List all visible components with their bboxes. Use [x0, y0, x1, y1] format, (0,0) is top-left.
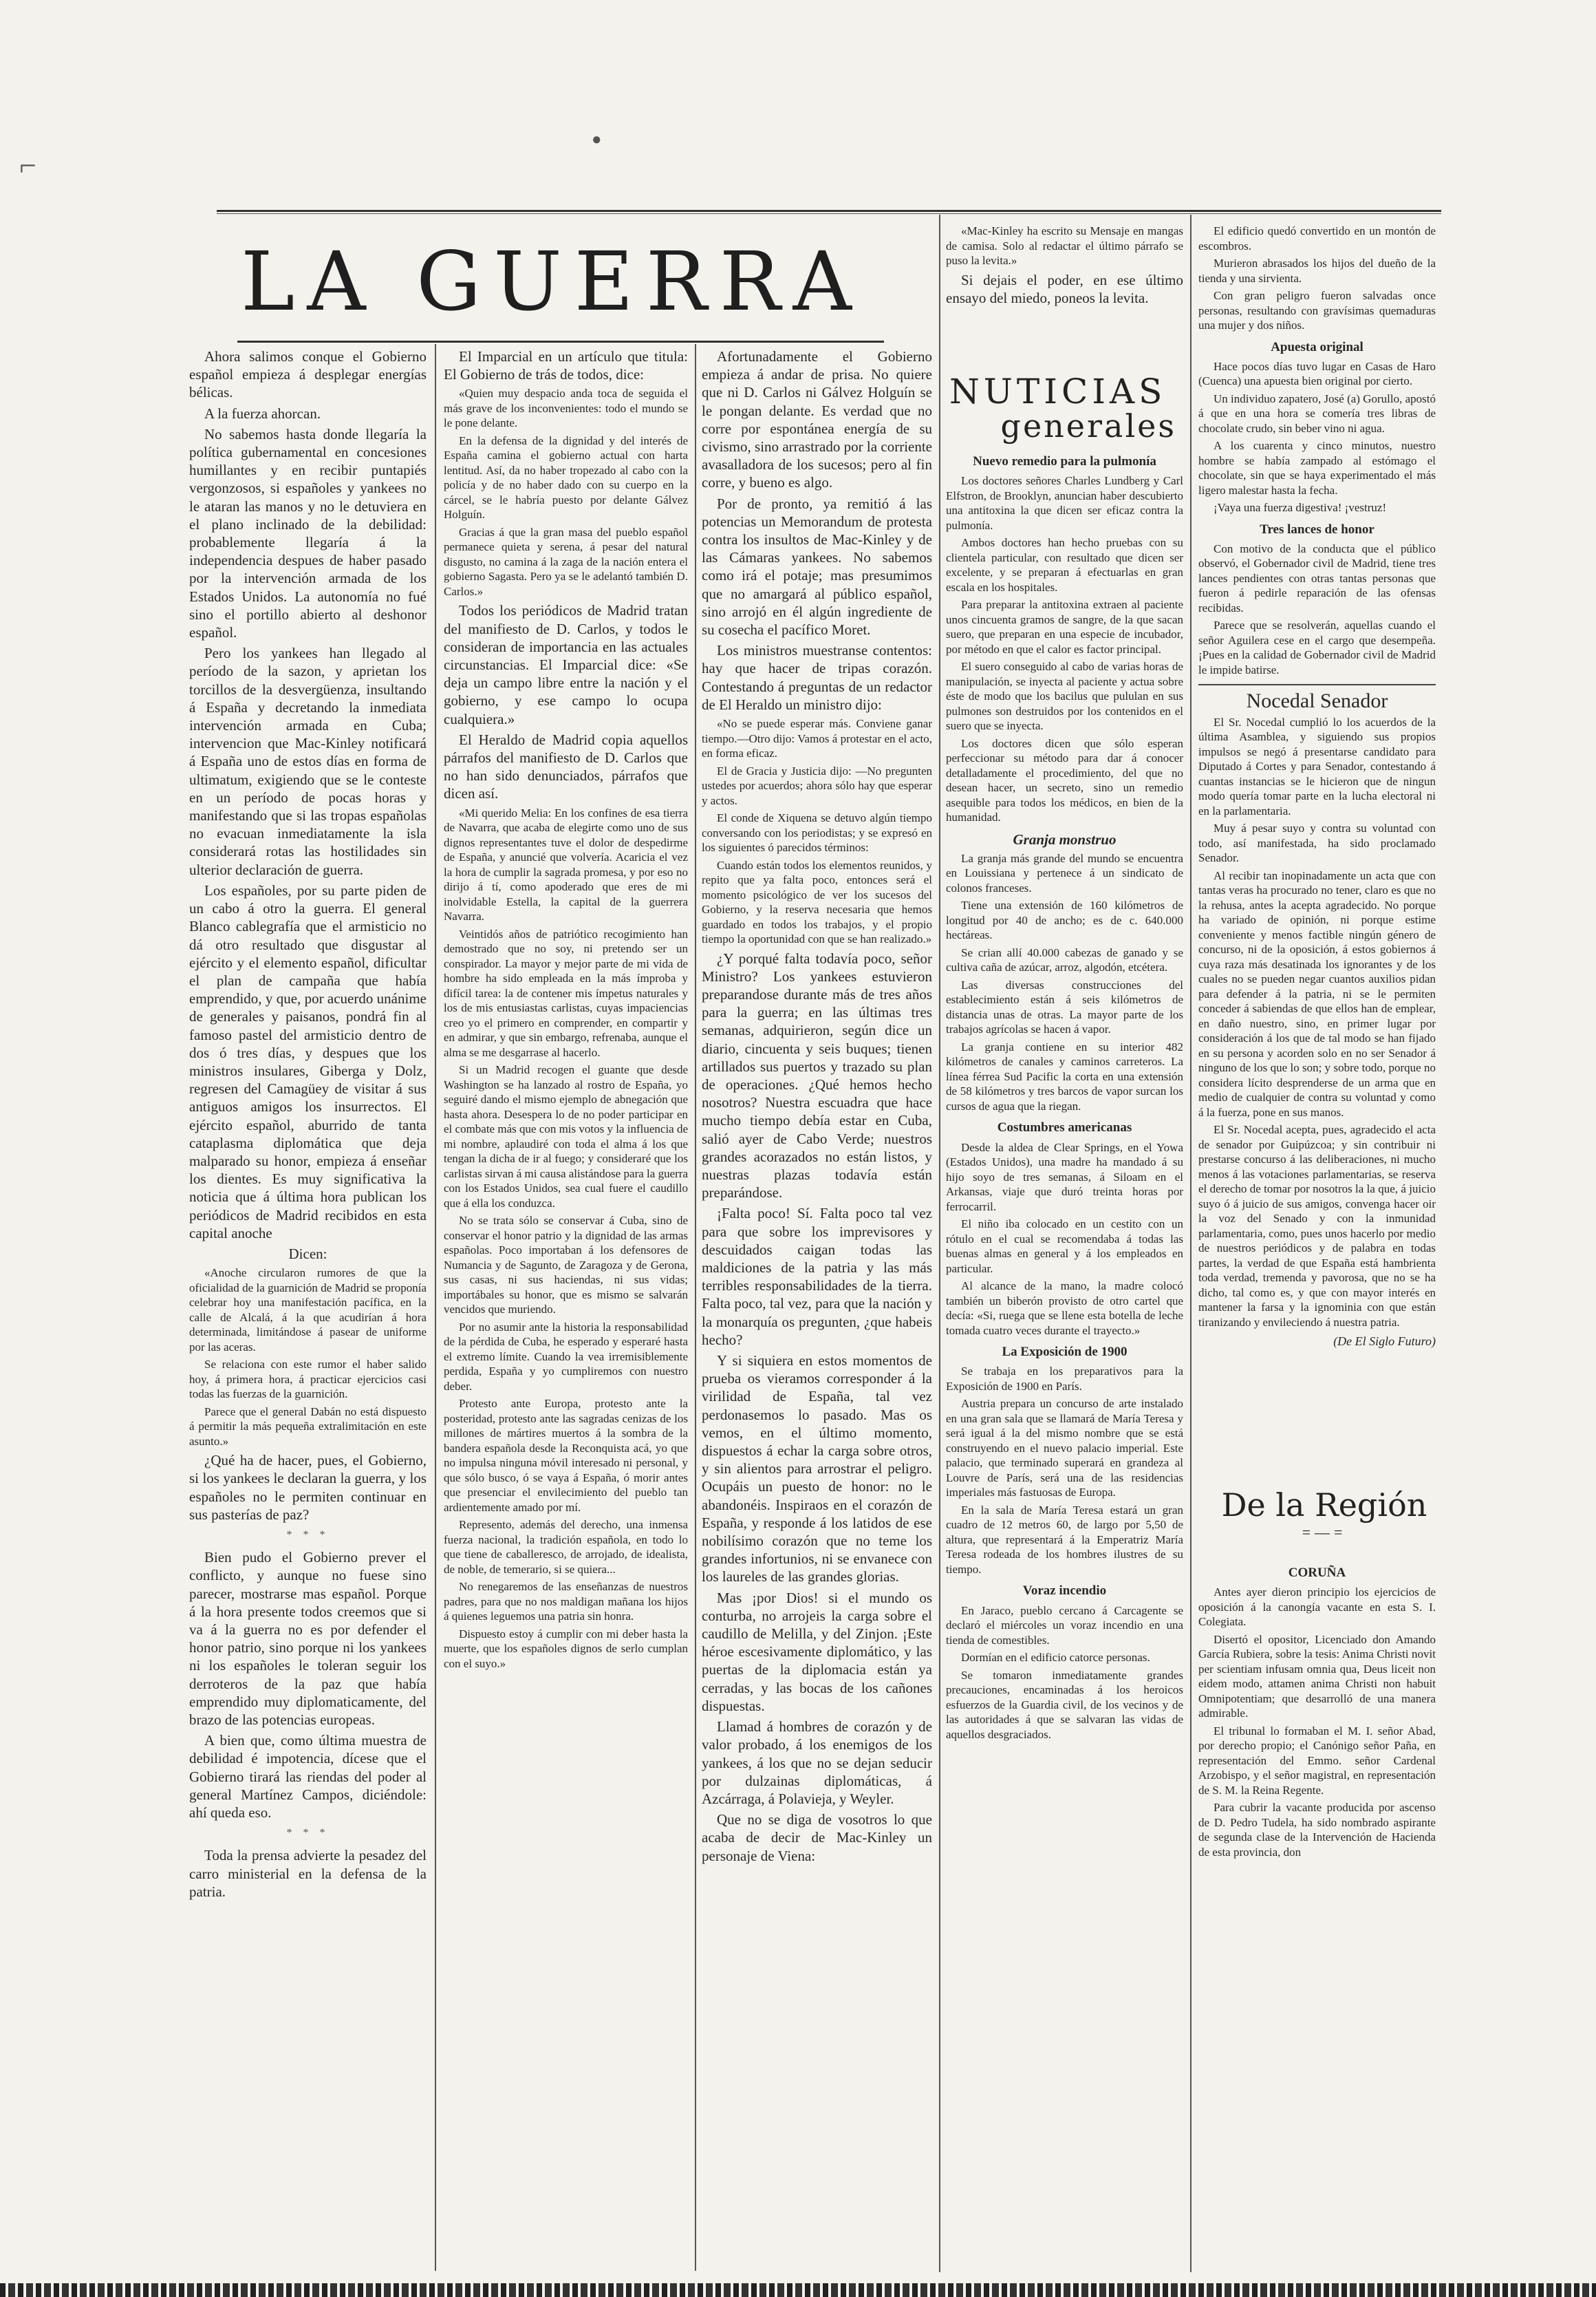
- article-paragraph: Llamad á hombres de corazón y de valor probado, á los enemigos de los yankees, á los que no se dejan seducir por dulzainas diplomáticas, á Azcárraga, á Polavieja, y Weyler.: [702, 1718, 932, 1807]
- scan-edge: [0, 2283, 1596, 2297]
- news-paragraph: Disertó el opositor, Licenciado don Amando García Rubiera, sobre la tesis: Anima Christi novit per scientiam infusam omnia qua, Deus liceit non eidem modo, attamen anima Christi non habuit Omnipotentiam; que desarrolló de una manera admirable.: [1198, 1632, 1436, 1720]
- news-paragraph: Antes ayer dieron principio los ejercicios de oposición á la canongía vacante en esta S. I. Colegiata.: [1198, 1585, 1436, 1629]
- article-paragraph: Ahora salimos conque el Gobierno español empieza á desplegar energías bélicas.: [189, 348, 427, 401]
- quote-paragraph: «Mi querido Melia: En los confines de esa tierra de Navarra, que acaba de elegirte como uno de sus dignos representantes tuve el dolor de despedirme de España, y anuncié que volvería. Acaricia el vez la hora de cumplir la sagrada promesa, y por eso no dirijo á tí, como apoderado que eres de mi inolvidable Estella, la capital de la guerrera Navarra.: [444, 806, 688, 923]
- quote-paragraph: Represento, además del derecho, una inmensa fuerza nacional, la tradición española, en todo lo que tiene de caballeresco, de arrojado, de idealista, de noble, de temerario, si se quiera...: [444, 1518, 688, 1576]
- column-rule: [939, 215, 940, 2272]
- news-paragraph: Parece que se resolverán, aquellas cuando el señor Aguilera cese en el cargo que desempeña. ¡Pues en la calidad de Gobernador civil de Madrid le impide batirse.: [1198, 619, 1436, 676]
- news-paragraph: Hace pocos días tuvo lugar en Casas de Haro (Cuenca) una apuesta bien original por cierto.: [1198, 359, 1436, 388]
- margin-mark: ⌐: [19, 149, 36, 182]
- article-paragraph: Si dejais el poder, en ese último ensayo del miedo, poneos la levita.: [946, 271, 1183, 306]
- news-paragraph: Tiene una extensión de 160 kilómetros de longitud por 40 de ancho; es de c. 640.000 hectáreas.: [946, 899, 1183, 942]
- news-paragraph: La granja más grande del mundo se encuentra en Louissiana y pertenece á un sindicato de colonos franceses.: [946, 851, 1183, 895]
- quote-paragraph: No se trata sólo se conservar á Cuba, sino de conservar el honor patrio y la dignidad de las armas españolas. Poco importaban á los defensores de Numancia y de Sagunto, de Zaragoza y de Gerona, sus casas, ni sus haciendas, ni sus vidas; importábales su honor, que es mismo se salvarán vencidos que muriendo.: [444, 1214, 688, 1316]
- news-paragraph: Se crian allí 40.000 cabezas de ganado y se cultiva caña de azúcar, arroz, algodón, etcétera.: [946, 945, 1183, 974]
- news-paragraph: Con motivo de la conducta que el público observó, el Gobernador civil de Madrid, tiene tres lances pendientes con otras tantas personas que fueron á pedirle reparación de las ofensas recibidas.: [1198, 542, 1436, 615]
- article-paragraph: A bien que, como última muestra de debilidad é impotencia, dícese que el Gobierno tirará las riendas del poder al general Martínez Campos, diciéndole: ahí queda eso.: [189, 1732, 427, 1821]
- news-paragraph: Los doctores señores Charles Lundberg y Carl Elfstron, de Brooklyn, anuncian haber descubierto una antitoxina la que dicen ser eficaz contra la pulmonía.: [946, 474, 1183, 532]
- news-paragraph: El tribunal lo formaban el M. I. señor Abad, por derecho propio; el Canónigo señor Paña, en representación del Emmo. señor Cardenal Arzobispo, y el señor magistral, en representación de S. M. la Reina Regente.: [1198, 1724, 1436, 1797]
- column-3: [702, 348, 932, 2274]
- article-paragraph: Los ministros muestranse contentos: hay que hacer de tripas corazón. Contestando á preguntas de un redactor de El Heraldo un ministro dijo:: [702, 642, 932, 713]
- news-paragraph: El edificio quedó convertido en un montón de escombros.: [1198, 224, 1436, 253]
- news-paragraph: El Sr. Nocedal acepta, pues, agradecido el acta de senador por Guipúzcoa; y sin contribuir ni prestarse concurso á las deliberaciones, ni mucho menos á las votaciones parlamentarias, se reserva el derecho de tomar por nosotros la la que, á juicio suyo ó á juicio de sus amigos, convenga hacer oir la voz del Senado y con la inmunidad parlamentaria, como, pues unos hacerlo por medio de nuestros periódicos y de palabra en todas partes, la verdad de que España está hambrienta toda verdad, tremenda y pavorosa, que no se ha dicho, tal como es, y que con mayor interés en mantener la farsa y la ignominia con que están tiranizando y envileciendo á nuestra patria.: [1198, 1123, 1436, 1329]
- news-paragraph: El suero conseguido al cabo de varias horas de manipulación, se inyecta al paciente y actua sobre éste de modo que los bacilus que pululan en sus pulmones son destruidos por los contenidos en el suero que se inyecta.: [946, 660, 1183, 733]
- news-paragraph: Al alcance de la mano, la madre colocó también un biberón provisto de otro cartel que decía: «Si, ruega que se llene esta botella de leche tomada cuatro veces durante el trayecto.»: [946, 1279, 1183, 1337]
- article-paragraph: Bien pudo el Gobierno prever el conflicto, y aunque no fuese sino parecer, mostrarse mas español. Porque á la hora presente todos creemos que si va á la guerra no es por defender el honor patrio, sino porque ni los yankees ni los españoles le toleran seguir los derroteros de la paz que había emprendido muy diplomaticamente, del brazo de las potencias europeas.: [189, 1549, 427, 1728]
- quote-paragraph: Dispuesto estoy á cumplir con mi deber hasta la muerte, que los españoles dignos de serlo cumplan con el suyo.»: [444, 1627, 688, 1670]
- article-paragraph: Y si siquiera en estos momentos de prueba os vieramos corresponder á la virilidad de España, tal vez perdonasemos lo pasado. Mas os vemos, en el último momento, dispuestos á echar la carga sobre otros, y sin alientos para arrostrar el peligro. Ocupáis un puesto de honor: no le abandonéis. Inspiraos en el corazón de España, y responde á los latidos de ese nobilísimo corazón que no teme los grandes infortunios, ni se envanece con los laureles de las grandes glorias.: [702, 1352, 932, 1585]
- article-paragraph: Todos los periódicos de Madrid tratan del manifiesto de D. Carlos, y todos le consideran de importancia en las actuales circunstancias. El Imparcial dice: «Se deja un campo libre entre la nación y el gobierno, y ese campo lo ocupa cualquiera.»: [444, 602, 688, 727]
- city-heading: CORUÑA: [1288, 1566, 1346, 1580]
- ink-dot: ●: [592, 131, 602, 149]
- section-rule: [1198, 684, 1436, 685]
- news-paragraph: Muy á pesar suyo y contra su voluntad con todo, así manifestada, ha sido proclamado Senador.: [1198, 822, 1436, 865]
- quote-paragraph: Gracias á que la gran masa del pueblo español permanece quieta y serena, á pesar del natural disgusto, no camina á la zaga de la nación entera el gobierno Sagasta. Pero ya se le adelantó también D. Carlos.»: [444, 525, 688, 598]
- article-paragraph: ¿Y porqué falta todavía poco, señor Ministro? Los yankees estuvieron preparandose durante más de tres años para la guerra; en las últimas tres semanas, adquirieron, según dice un diario, cincuenta y seis buques; tienen artillados sus puertos y trazado su plan de operaciones. ¿Qué hemos hecho nosotros? Nuestra escuadra que hace mucho tiempo debía estar en Cuba, salió ayer de Cabo Verde; nuestros grandes acorazados no están listos, y nuestras plazas todavía están preparándose.: [702, 950, 932, 1201]
- quote-paragraph: En la defensa de la dignidad y del interés de España camina el gobierno actual con harta lentitud. Así, da no haber tropezado al cabo con la policía y de no haber dado con su cuerpo en la cárcel, se le habría puesto por delante Gálvez Holguín.: [444, 434, 688, 522]
- column-rule: [1190, 215, 1191, 2272]
- news-paragraph: Dormían en el edificio catorce personas.: [961, 1651, 1150, 1665]
- article-paragraph: Dicen:: [288, 1245, 327, 1262]
- article-paragraph: Los españoles, por su parte piden de un cabo á otro la guerra. El general Blanco cablegrafía que el armisticio no dá otro resultado que disgustar al ejército y el elemento español, dificultar el plan de campaña que había emprendido, y que, por acuerdo unánime de generales y paisanos, pondrá fin al famoso pastel del armisticio dentro de dos ó tres días, y despues que los ministros insulares, Giberga y Dolz, regresen del Camagüey de visitar á sus antiguos amigos los insurrectos. El ejército español, aburrido de tanta cataplasma diplomática que deja malparado su honor, empieza á enseñar los dientes. Es muy significativa la noticia que á última hora publican los periódicos de Madrid recibidos en esta capital anoche: [189, 882, 427, 1241]
- news-paragraph: Desde la aldea de Clear Springs, en el Yowa (Estados Unidos), una madre ha mandado á su hijo soyo de tres semanas, á Siloam en el Arkansas, viaje que duró treinta horas por ferrocarril.: [946, 1140, 1183, 1213]
- quote-paragraph: «No se puede esperar más. Conviene ganar tiempo.—Otro dijo: Vamos á protestar en el acto, en forma eficaz.: [702, 717, 932, 760]
- source-attribution: (De El Siglo Futuro): [1333, 1334, 1436, 1349]
- quote-paragraph: El de Gracia y Justicia dijo: —No pregunten ustedes por acuerdos; ahora sólo hay que esperar y actos.: [702, 764, 932, 807]
- news-paragraph: Con gran peligro fueron salvadas once personas, resultando con gravísimas quemaduras una mujer y dos niños.: [1198, 289, 1436, 332]
- quote-paragraph: Cuando están todos los elementos reunidos, y repito que ya falta poco, entonces será el momento psicológico de ver los sucesos del Gobierno, y la reserva necesaria que hemos guardado en todos los trabajos, y el propio tiempo la oportunidad con que se han realizado.»: [702, 858, 932, 946]
- news-heading: Nuevo remedio para la pulmonía: [973, 454, 1156, 469]
- quote-paragraph: «Anoche circularon rumores de que la oficialidad de la guarnición de Madrid se proponía celebrar hoy una manifestación pacífica, en la calle de Alcalá, á la que acudirían á hora determinada, limitándose á pasear de uniforme por las aceras.: [189, 1266, 427, 1354]
- section-ornament: * * *: [286, 1827, 330, 1839]
- news-paragraph: En la sala de María Teresa estará un gran cuadro de 12 metros 60, de largo por 5,50 de altura, que representará á la Emperatriz María Teresa rodeada de los hombres ilustres de su tiempo.: [946, 1503, 1183, 1576]
- column-2: [444, 348, 688, 2274]
- quote-paragraph: No renegaremos de las enseñanzas de nuestros padres, para que no nos maldigan mañana los hijos á quienes leguemos una patria sin honra.: [444, 1580, 688, 1623]
- quote-paragraph: «Mac-Kinley ha escrito su Mensaje en mangas de camisa. Solo al redactar el último párrafo se puso la levita.»: [946, 224, 1183, 267]
- news-heading: Voraz incendio: [1022, 1583, 1107, 1599]
- region-title: De la Región: [1221, 1486, 1427, 1524]
- news-heading: Apuesta original: [1271, 339, 1363, 354]
- quote-paragraph: Veintidós años de patriótico recogimiento han demostrado que no soy, ni pretendo ser un conspirador. La mayor y mejor parte de mi vida de hombre ha sido empleada en la más ímproba y difícil tarea: la de contener mis ímpetus naturales y los de mis entusiastas carlistas, cuyas impaciencias creo yo el primero en comprender, en compartir y en admirar, y que sin embargo, refrenaba, aunque el alma se me desgarrase al hacerlo.: [444, 927, 688, 1059]
- news-heading: Granja monstruo: [1013, 831, 1117, 848]
- top-rule: [217, 210, 1441, 214]
- column-5: [1198, 224, 1436, 1476]
- column-5-bottom: [1198, 1559, 1436, 2274]
- news-paragraph: Al recibir tan inopinadamente un acta que con tantas veras ha procurado no tener, claro es que no la rehusa, antes la acepta agradecido. No porque ha variado de opinión, ni porque estime conveniente y menos factible ningún género de concurso, ni de la oposición, á estos gobiernos á cuya raza más desatinada los ignorantes y de los cuales no se pueden negar cuantos auxilios pidan para defender á la patria, ni se le permiten conceder á sabiendas de que ellos han de emplear, en daño nuestro, sino, en primer lugar por consideración á los que de tal modo se han fijado en su persona y acorden solo en no ser Senador á ninguno de los que lo son; y sobre todo, porque no considera lícito desprenderse de un arma que en medio de cualquier de contra su voluntad y como á la fuerza, pone en sus manos.: [1198, 868, 1436, 1119]
- quote-paragraph: Si un Madrid recogen el guante que desde Washington se ha lanzado al rostro de España, yo seguiré dando el mismo ejemplo de abnegación que hasta ahora. Desespera lo de no poder participar en el combate más que con mis votos y la influencia de mi nombre, aplaudiré con toda el alma á los que tengan la dicha de ir al fuego; y consideraré que los carlistas sirvan á mi causa alistándose para la guerra con los Estados Unidos, sea cual fuere el caudillo que á ella los conduzca.: [444, 1063, 688, 1210]
- article-paragraph: El Imparcial en un artículo que titula: El Gobierno de trás de todos, dice:: [444, 348, 688, 383]
- article-paragraph: Afortunadamente el Gobierno empieza á andar de prisa. No quiere que ni D. Carlos ni Gálvez Holguín se le pongan delante. Es verdad que no corre por espontánea energía de su civismo, sino arrastrado por la corriente avasalladora de los sucesos; pero al fin corre, y bueno es algo.: [702, 348, 932, 491]
- article-paragraph: Toda la prensa advierte la pesadez del carro ministerial en la defensa de la patria.: [189, 1847, 427, 1900]
- article-paragraph: Por de pronto, ya remitió á las potencias un Memorandum de protesta contra los insultos de Mac-Kinley y de las Cámaras yankees. No sabemos como irá el potaje; mas presumimos que no amargará al público español, sino arrojó en él algún ingrediente de su cosecha el pacífico Moret.: [702, 495, 932, 639]
- masthead-rule: [237, 341, 884, 343]
- news-paragraph: Austria prepara un concurso de arte instalado en una gran sala que se llamará de María Teresa y será igual á la del mismo nombre que se está construyendo en el nuevo palacio imperial. Este palacio, que terminado superará en grandeza al Louvre de París, será una de las residencias imperiales más fastuosas de Europa.: [946, 1397, 1183, 1499]
- section-ornament: * * *: [286, 1528, 330, 1541]
- news-paragraph: Se tomaron inmediatamente grandes precauciones, encaminadas á los heroicos esfuerzos de la Guardia civil, de los vecinos y de las autoridades á que se salvaran las vidas de aquellos desgraciados.: [946, 1668, 1183, 1741]
- news-paragraph: Para preparar la antitoxina extraen al paciente unos cincuenta gramos de sangre, de la que sacan suero, que preparan en una especie de incubador, por método en que el calor es factor principal.: [946, 598, 1183, 656]
- column-4-top: [946, 224, 1183, 361]
- news-paragraph: Los doctores dicen que sólo esperan perfeccionar su método para dar á conocer detalladamente el procedimiento, del que no desean hacer, un secreto, sino un remedio asequible para todos los médicos, en bien de la humanidad.: [946, 736, 1183, 824]
- column-4: [946, 447, 1183, 2271]
- quote-paragraph: Por no asumir ante la historia la responsabilidad de la pérdida de Cuba, he esperado y esperaré hasta el extremo límite. Cuando la vea irremisiblemente perdida, España y yo cumpliremos con nuestro deber.: [444, 1320, 688, 1393]
- news-paragraph: El niño iba colocado en un cestito con un rótulo en el cual se recomendaba á todas las buenas almas en general y á los empleados en particular.: [946, 1217, 1183, 1275]
- news-paragraph: Se trabaja en los preparativos para la Exposición de 1900 en París.: [946, 1365, 1183, 1393]
- quote-paragraph: «Quien muy despacio anda toca de seguida el más grave de los inconvenientes: todo el mundo se le pone delante.: [444, 387, 688, 430]
- article-paragraph: Pero los yankees han llegado al período de la sazon, y aprietan los torcillos de la desvergüenza, insultando á España y decretando la inmediata intervención armada en Cuba; intervencion que Mac-Kinley notificará á España uno de estos días en forma de ultimatum, exigiendo que se le conteste en un período de pocas horas y manifestando que si las tropas españolas no evacuan inmediatamente la isla considerará rotas las hostilidades sin ulterior declaración de guerra.: [189, 645, 427, 878]
- news-paragraph: A los cuarenta y cinco minutos, nuestro hombre se había zampado al estómago el chocolate, sin que se haya experimentado el más ligero malestar hasta la fecha.: [1198, 439, 1436, 497]
- quote-paragraph: Protesto ante Europa, protesto ante la posteridad, protesto ante las sagradas cenizas de los millones de mártires muertos á la sombra de la bandera española desde la Reconquista acá, yo que no impulsa ninguna móvil interesado ni personal, y que sólo busco, ó se vaya á España, ó morir antes que presenciar el envilecimiento del pueblo tan ardientemente amado por mí.: [444, 1397, 688, 1514]
- noticias-header: [949, 372, 1176, 445]
- article-paragraph: No sabemos hasta donde llegaría la política gubernamental en concesiones humillantes y en recibir puntapiés vergonzosos, si españoles y yankees no le ataran las manos y no le detuviera en el plano inclinado de la debilidad: probablemente llegaría á la independencia despues de haber pasado por la intervención armada de los Estados Unidos. La autonomía no fué sino el portillo abierto al deshonor español.: [189, 425, 427, 641]
- news-heading: Costumbres americanas: [997, 1120, 1132, 1135]
- article-paragraph: El Heraldo de Madrid copia aquellos párrafos del manifiesto de D. Carlos que no han sido denunciados, párrafos que dicen así.: [444, 731, 688, 802]
- column-1: [189, 348, 427, 2274]
- noticias-title: NUTICIAS: [949, 372, 1167, 412]
- article-paragraph: A la fuerza ahorcan.: [204, 405, 321, 422]
- quote-paragraph: Se relaciona con este rumor el haber salido hoy, á primera hora, á practicar ejercicios casi todas las fuerzas de la guarnición.: [189, 1358, 427, 1401]
- column-rule: [435, 344, 436, 2271]
- region-header: [1214, 1486, 1434, 1541]
- masthead-title: LA GUERRA: [241, 234, 864, 329]
- article-paragraph: Que no se diga de vosotros lo que acaba de decir de Mac-Kinley un personaje de Viena:: [702, 1811, 932, 1864]
- news-paragraph: La granja contiene en su interior 482 kilómetros de canales y caminos carreteros. La línea férrea Sud Pacific la corta en una extensión de 58 kilómetros y tres barcos de vapor surcan los cursos de agua que la riegan.: [946, 1040, 1183, 1113]
- noticias-subtitle: generales: [1000, 407, 1176, 445]
- quote-paragraph: Parece que el general Dabán no está dispuesto á permitir la más pequeña extralimitación en este asunto.»: [189, 1404, 427, 1448]
- news-paragraph: Para cubrir la vacante producida por ascenso de D. Pedro Tudela, ha sido nombrado aspirante de segunda clase de la Intervención de Hacienda de esta provincia, don: [1198, 1801, 1436, 1859]
- region-ornament: =—=: [1302, 1524, 1347, 1541]
- news-heading: Tres lances de honor: [1260, 522, 1374, 537]
- article-paragraph: Mas ¡por Dios! si el mundo os conturba, no arrojeis la carga sobre el caudillo de Melilla, y del Zinjon. ¡Este héroe escesivamente diplomático, y las puertas de la diplomacia están ya cerradas, y las bocas de los cañones dispuestas.: [702, 1589, 932, 1714]
- nocedal-heading: Nocedal Senador: [1246, 690, 1388, 713]
- column-rule: [695, 344, 696, 2271]
- article-paragraph: ¡Falta poco! Sí. Falta poco tal vez para que sobre los imprevisores y descuidados caigan todas las maldiciones de la patria y las más terribles responsabilidades de la tierra. Falta poco, tal vez, para que la nación y la monarquía os pregunten, ¿que habeis hecho?: [702, 1205, 932, 1348]
- article-paragraph: ¿Qué ha de hacer, pues, el Gobierno, si los yankees le declaran la guerra, y los españoles no le permiten continuar en sus pasterías de paz?: [189, 1452, 427, 1523]
- news-paragraph: Las diversas construcciones del establecimiento están á seis kilómetros de distancia unas de otras. La mayor parte de los trabajos agrícolas se hacen á vapor.: [946, 978, 1183, 1036]
- news-heading: La Exposición de 1900: [1002, 1345, 1128, 1360]
- news-paragraph: En Jaraco, pueblo cercano á Carcagente se declaró el miércoles un voraz incendio en una tienda de comestibles.: [946, 1603, 1183, 1647]
- news-paragraph: Un individuo zapatero, José (a) Gorullo, apostó á que en una hora se comería tres libras de chocolate crudo, sin beber vino ni agua.: [1198, 392, 1436, 435]
- news-paragraph: El Sr. Nocedal cumplió lo los acuerdos de la última Asamblea, y siguiendo sus propios impulsos se negó á presentarse candidato para Diputado á Cortes y para Senador, contestando á cuantas instancias se le hicieron que de ningun modo quería tomar parte en la lucha electoral ni en la parlamentaria.: [1198, 715, 1436, 818]
- quote-paragraph: El conde de Xiquena se detuvo algún tiempo conversando con los periodistas; y se expresó en los siguientes ó parecidos términos:: [702, 811, 932, 855]
- news-paragraph: ¡Vaya una fuerza digestiva! ¡vestruz!: [1214, 501, 1387, 515]
- news-paragraph: Ambos doctores han hecho pruebas con su clientela particular, con resultado que dicen ser excelente, y se preparan á efectuarlas en gran escala en los hospitales.: [946, 536, 1183, 594]
- news-paragraph: Murieron abrasados los hijos del dueño de la tienda y una sirvienta.: [1198, 257, 1436, 285]
